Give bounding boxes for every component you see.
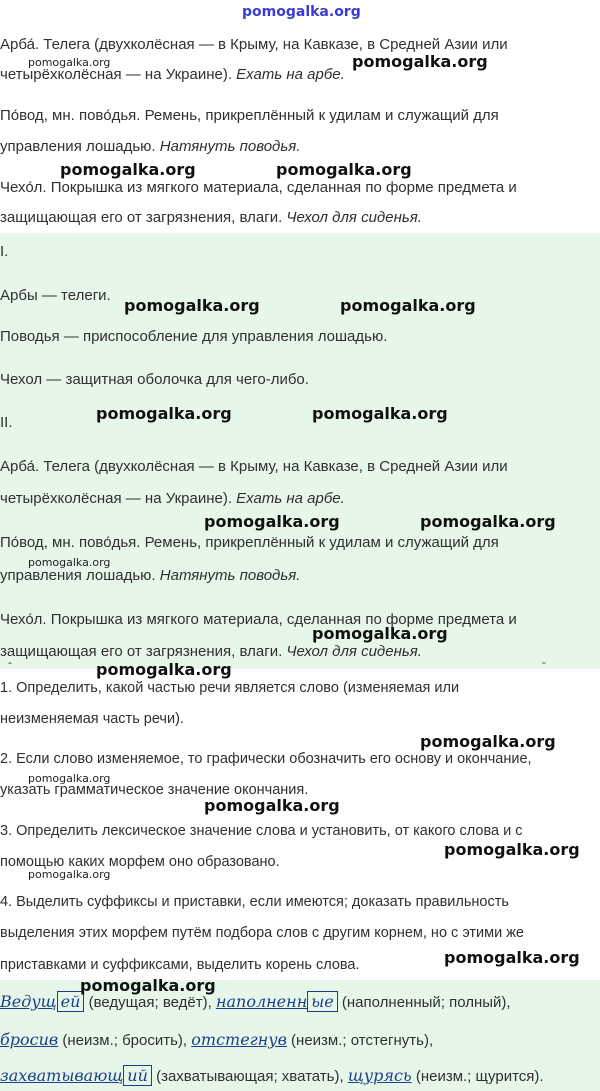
watermark: pomogalka.org [312, 624, 448, 643]
word-zakhvatyvayushchiy-note: (захватывающая; хватать), [151, 1068, 348, 1085]
watermark: pomogalka.org [420, 512, 556, 531]
morpheme-line3 [0, 1066, 544, 1085]
section-two-chehol-line1: Чехо́л. Покрышка из мягкого материала, сделанная по форме предмета и [0, 611, 517, 628]
step-two-line2: указать грамматическое значение окончания. [0, 782, 309, 798]
watermark: pomogalka.org [312, 404, 448, 423]
word-zakhvatyvayushchiy-ending: ий [123, 1065, 152, 1086]
watermark: pomogalka.org [204, 796, 340, 815]
section-two-povod-line1: По́вод, мн. пово́дья. Ремень, прикреплённый к удилам и служащий для [0, 534, 499, 551]
section-two-number: II. [0, 414, 13, 431]
section-one-povodya: Поводья — приспособление для управления лошадью. [0, 328, 388, 345]
word-vedushchey-stem: Ведущ [0, 992, 57, 1011]
step-two-line1: 2. Если слово изменяемое, то графически обозначить его основу и окончание, [0, 751, 532, 767]
watermark-small: pomogalka.org [28, 772, 111, 785]
word-vedushchey-note: (ведущая; ведёт), [84, 994, 216, 1011]
section-two-arba-line1: Арба́. Телега (двухколёсная — в Крыму, на Кавказе, в Средней Азии или [0, 458, 508, 475]
word-napolnennye-note: (наполненный; полный), [337, 994, 511, 1011]
step-four-line1: 4. Выделить суффиксы и приставки, если имеются; доказать правильность [0, 894, 509, 910]
watermark: pomogalka.org [80, 976, 216, 995]
watermark: pomogalka.org [276, 160, 412, 179]
watermark: pomogalka.org [96, 660, 232, 679]
watermark: pomogalka.org [444, 840, 580, 859]
section-two-arba-line2: четырёхколёсная — на Украине). Ехать на арбе. [0, 490, 345, 507]
watermark-small: pomogalka.org [28, 868, 111, 881]
word-napolnennye-root: полненн [236, 992, 308, 1011]
watermark: pomogalka.org [60, 160, 196, 179]
watermark-top: pomogalka.org [242, 4, 361, 20]
watermark: pomogalka.org [340, 296, 476, 315]
word-shchuryas-note: (неизм.; щурится). [411, 1068, 544, 1085]
word-shchuryas: щурясь [347, 1066, 412, 1085]
word-vedushchey-ending: ей [57, 991, 85, 1012]
definition-chehol-line1: Чехо́л. Покрышка из мягкого материала, сделанная по форме предмета и [0, 179, 517, 196]
watermark: pomogalka.org [420, 732, 556, 751]
watermark-small: pomogalka.org [28, 56, 111, 69]
section-one-arba: Арбы — телеги. [0, 287, 111, 304]
word-brosiv-note: (неизм.; бросить), [58, 1032, 192, 1049]
word-otstegnuv-note: (неизм.; отстегнуть), [286, 1032, 434, 1049]
caret-mark-right: ˆ [542, 660, 546, 674]
watermark: pomogalka.org [96, 404, 232, 423]
word-zakhvatyvayushchiy-prefix: за [0, 1066, 19, 1085]
definition-povod-line2: управления лошадью. Натянуть поводья. [0, 138, 301, 155]
step-three-line1: 3. Определить лексическое значение слова и установить, от какого слова и с [0, 823, 523, 839]
caret-mark-left: ˆ [8, 660, 12, 674]
word-brosiv: бросив [0, 1030, 59, 1049]
step-four-line2: выделения этих морфем путём подбора слов с другим корнем, но с этими же [0, 925, 524, 941]
watermark: pomogalka.org [204, 512, 340, 531]
definition-chehol-line2: защищающая его от загрязнения, влаги. Чехол для сиденья. [0, 209, 422, 226]
definition-arba-line1: Арба́. Телега (двухколёсная — в Крыму, на Кавказе, в Средней Азии или [0, 36, 508, 53]
step-one-line1: 1. Определить, какой частью речи является слово (изменяемая или [0, 680, 460, 696]
section-two-povod-line2: управления лошадью. Натянуть поводья. [0, 567, 301, 584]
word-napolnennye-ending: ые [307, 991, 338, 1012]
word-napolnennye-prefix: на [215, 992, 237, 1011]
morpheme-line1 [0, 992, 511, 1011]
section-two-chehol-line2: защищающая его от загрязнения, влаги. Чехол для сиденья. [0, 643, 422, 660]
watermark: pomogalka.org [352, 52, 488, 71]
step-three-line2: помощью каких морфем оно образовано. [0, 854, 280, 870]
word-otstegnuv-root: стегнув [216, 1030, 287, 1049]
word-otstegnuv-prefix: от [191, 1030, 217, 1049]
definition-arba-line2: четырёхколёсная — на Украине). Ехать на арбе. [0, 66, 345, 83]
step-four-line3: приставками и суффиксами, выделить корень слова. [0, 957, 360, 973]
section-one-number: I. [0, 243, 9, 260]
word-zakhvatyvayushchiy-root: хватывающ [18, 1066, 124, 1085]
step-one-line2: неизменяемая часть речи). [0, 711, 184, 727]
definition-povod-line1: По́вод, мн. пово́дья. Ремень, прикреплённый к удилам и служащий для [0, 107, 499, 124]
watermark: pomogalka.org [124, 296, 260, 315]
morpheme-line2 [0, 1030, 433, 1049]
watermark-small: pomogalka.org [28, 556, 111, 569]
watermark: pomogalka.org [444, 948, 580, 967]
section-one-chehol: Чехол — защитная оболочка для чего-либо. [0, 371, 309, 388]
